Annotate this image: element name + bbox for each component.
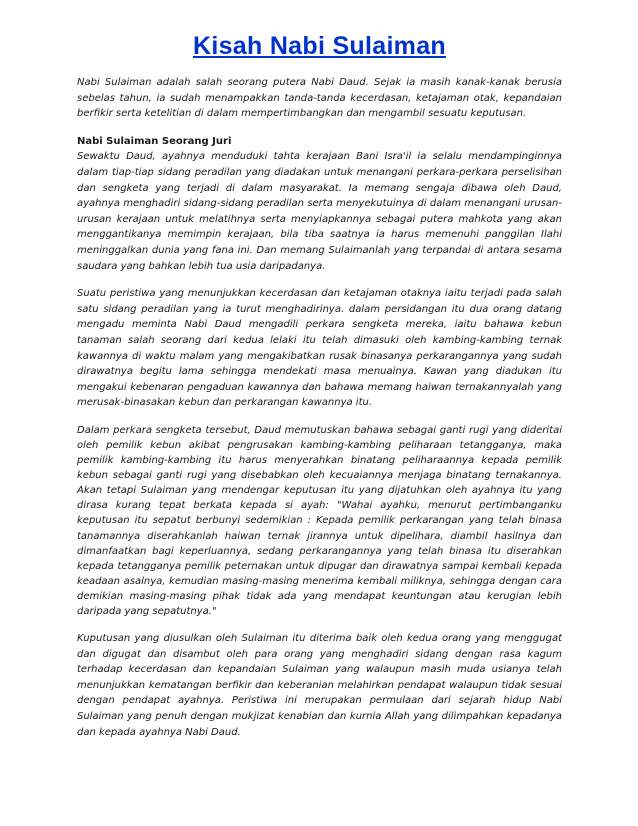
closing-paragraph: Kuputusan yang diusulkan oleh Sulaiman itu diterima baik oleh kedua orang yang menggugat dan digugat dan disambut oleh para orang yang menghadiri sidang dengan rasa kagum terhadap kecerdasan dan kepandaian Sulaiman yang walaupun masih muda usianya telah menunjukkan kematangan berfikir dan keberanian melahirkan pendapat walaupun tidak sesuai dengan pendapat ayahnya. Peristiwa ini merupakan permulaan dari sejarah hidup Nabi Sulaiman yang penuh dengan mukjizat kenabian dan kurnia Allah yang dilimpahkan kepadanya dan kepada ayahnya Nabi Daud. bbox=[77, 633, 562, 738]
intro-paragraph: Nabi Sulaiman adalah salah seorang putera Nabi Daud. Sejak ia masih kanak-kanak berusia sebelas tahun, ia sudah menampakkan tanda-tanda kecerdasan, ketajaman otak, kepandaian berfikir serta ketelitian di dalam mempertimbangkan dan mengambil sesuatu keputusan. bbox=[77, 77, 562, 120]
body-paragraph: Dalam perkara sengketa tersebut, Daud memutuskan bahawa sebagai ganti rugi yang dideritai oleh pemilik kebun akibat pengrusakan kambing-kambing peliharaan tetangganya, maka pemilik kambing-kambing itu harus menyerahkan binatang peliharaannya kepada pemilik kebun sebagai ganti rugi yang disebabkan oleh kecuaiannya menjaga binatang ternakannya. Akan tetapi Sulaiman yang mendengar keputusan itu yang dijatuhkan oleh ayahnya itu yang dirasa kurang tepat berkata kepada si ayah: "Wahai ayahku, menurut pertimbanganku keputusan itu sepatut berbunyi sedemikian : Kepada pemilik perkarangan yang telah binasa tanamannya diserahkanlah haiwan ternak jirannya untuk dipelihara, diambil hasilnya dan dimanfaatkan bagi keperluannya, sedang perkarangannya yang telah binasa itu diserahkan kepada tetangganya pemilik peternakan untuk dipugar dan dirawatnya sampai kembali kepada keadaan asalnya, kemudian masing-masing menerima kembali miliknya, sehingga dengan cara demikian masing-masing pihak tidak ada yang mendapat keuntungan atau kerugian lebih daripada yang sepatutnya." bbox=[77, 424, 562, 617]
section-heading: Nabi Sulaiman Seorang Juri bbox=[77, 135, 232, 147]
body-paragraph: Suatu peristiwa yang menunjukkan kecerdasan dan ketajaman otaknya iaitu terjadi pada salah satu sidang peradilan yang ia turut menghadirinya. dalam persidangan itu dua orang datang mengadu meminta Nabi Daud mengadili perkara sengketa mereka, iaitu bahawa kebun tanaman salah seorang dari kedua lelaki itu telah dimasuki oleh kambing-kambing ternak kawannya di waktu malam yang mengakibatkan rusak binasanya perkarangannya yang sudah dirawatnya begitu lama sehingga mendekati masa menuainya. Kawan yang diadukan itu mengakui kebenaran pengaduan kawannya dan bahawa memang haiwan ternakannyalah yang merusak-binasakan kebun dan perkarangan kawannya itu. bbox=[77, 288, 562, 409]
body-paragraph: Sewaktu Daud, ayahnya menduduki tahta kerajaan Bani Isra'il ia selalu mendampinginnya dalam tiap-tiap sidang peradilan yang diadakan untuk menangani perkara-perkara perselisihan dan sengketa yang terjadi di dalam masyarakat. Ia memang sengaja dibawa oleh Daud, ayahnya menghadiri sidang-sidang peradilan serta menyekutuinya di dalam menangani urusan-urusan kerajaan untuk melatihnya serta menyiapkannya sebagai putera mahkota yang akan menggantikanya memimpin kerajaan, bila tiba saatnya ia harus memenuhi panggilan Ilahi meninggalkan dunia yang fana ini. Dan memang Sulaimanlah yang terpandai di antara sesama saudara yang bahkan lebih tua usia daripadanya. bbox=[77, 151, 562, 272]
page-title: Kisah Nabi Sulaiman bbox=[193, 32, 446, 60]
